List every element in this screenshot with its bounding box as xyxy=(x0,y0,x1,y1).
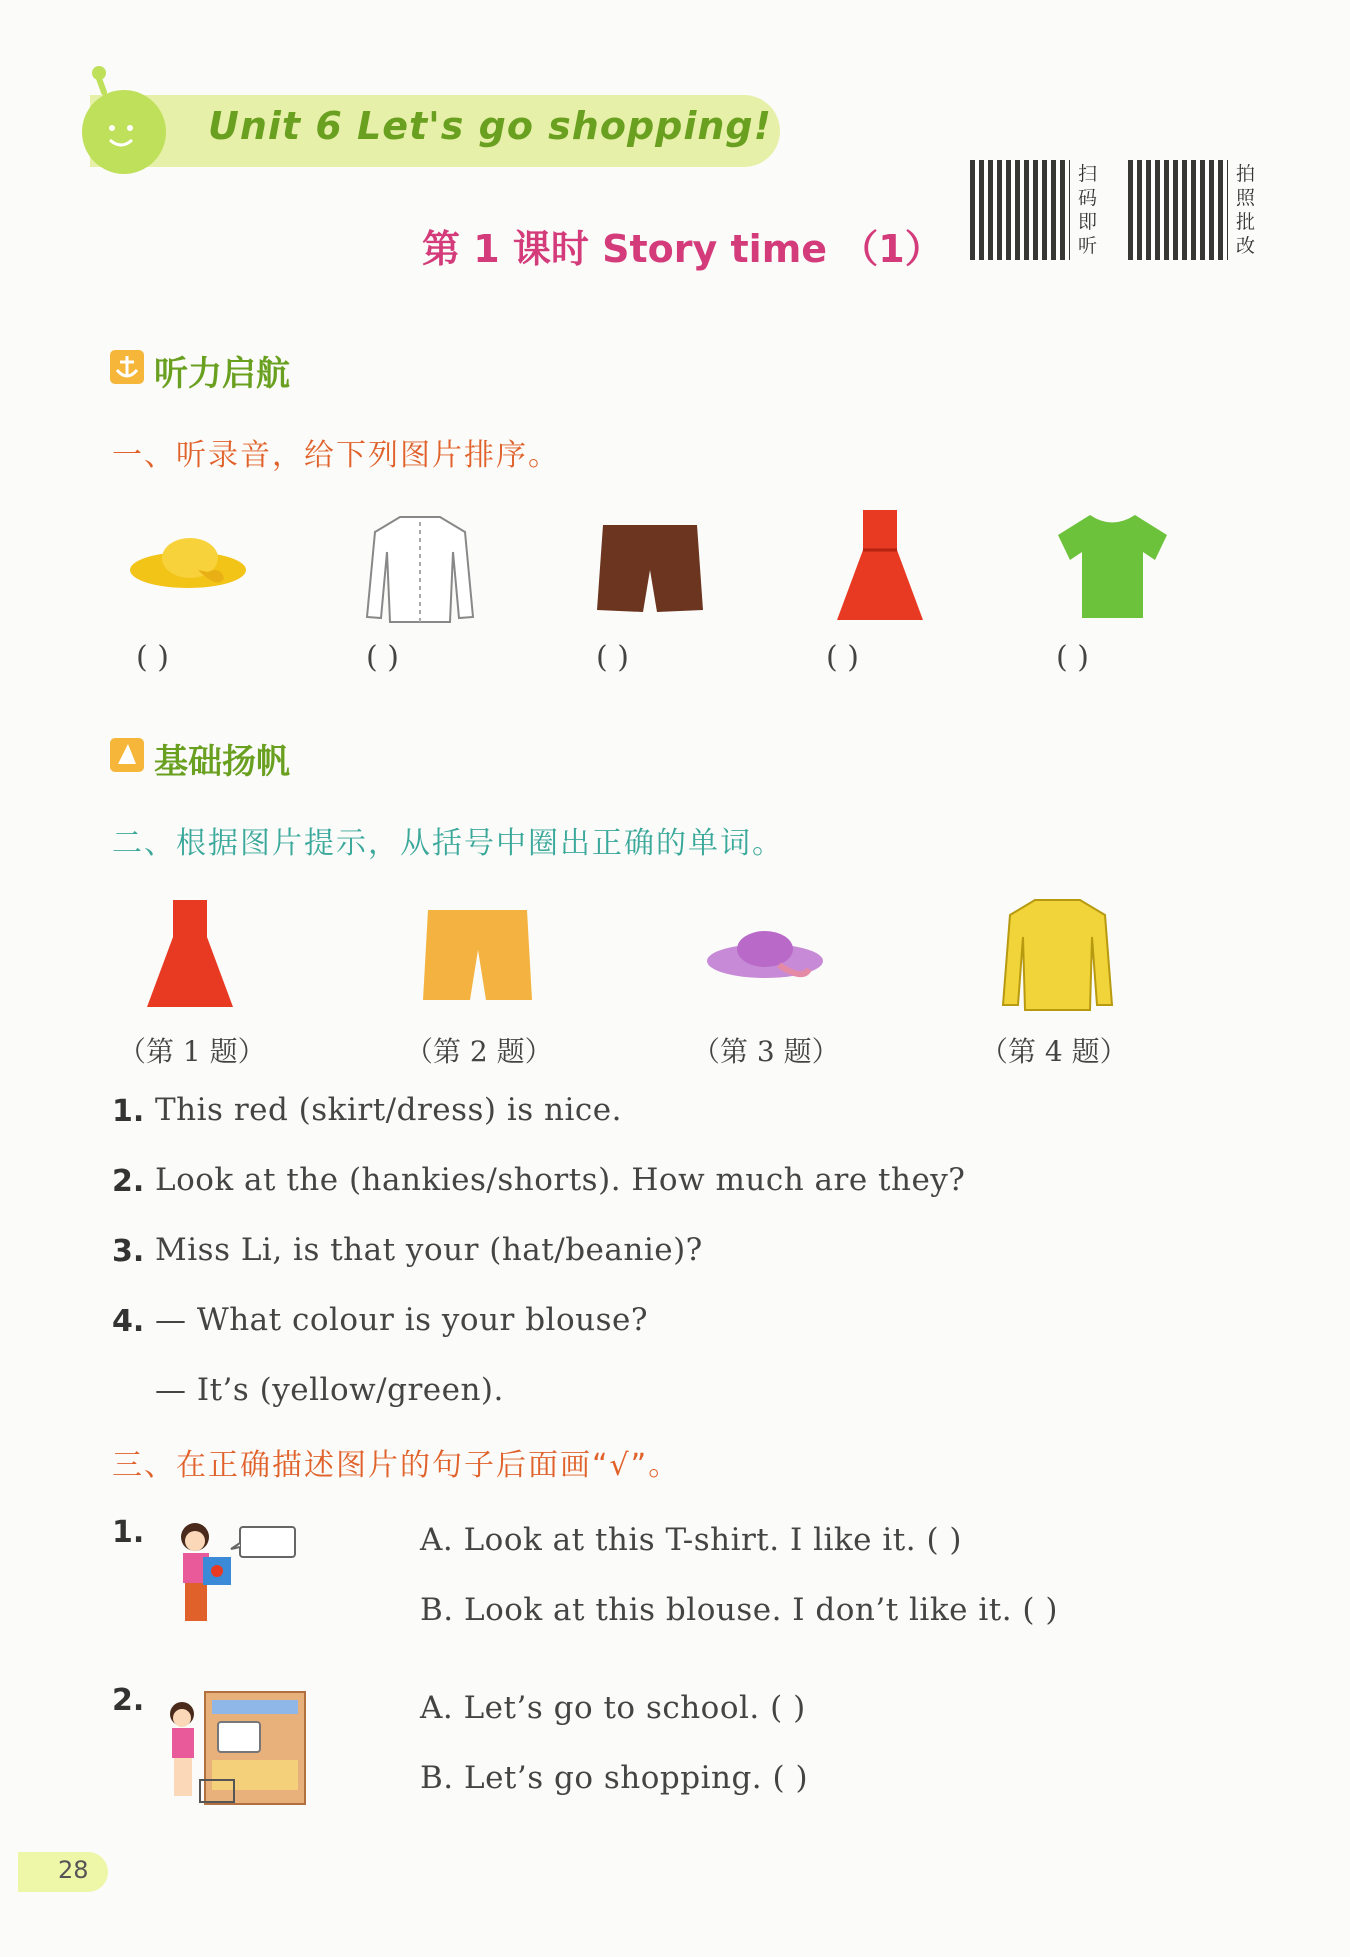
option-1a[interactable]: A. Look at this T-shirt. I like it. ( ) xyxy=(420,1522,963,1558)
shorts-brown-image xyxy=(595,520,705,615)
item-text[interactable]: — What colour is your blouse? xyxy=(155,1302,648,1338)
tshirt-green-image xyxy=(1055,510,1170,620)
shorts-yellow-image xyxy=(420,905,535,1005)
item-number: 2. xyxy=(112,1164,145,1199)
question-1-title: 一、听录音，给下列图片排序。 xyxy=(112,438,560,473)
caption-q3: （第 3 题） xyxy=(692,1035,840,1068)
answer-blank-4[interactable]: ( ) xyxy=(826,640,859,675)
caption-q4: （第 4 题） xyxy=(980,1035,1128,1068)
caption-q2: （第 2 题） xyxy=(405,1035,553,1068)
answer-blank-3[interactable]: ( ) xyxy=(596,640,629,675)
girl-at-shop-image xyxy=(160,1690,310,1815)
blouse-white-image xyxy=(365,512,475,627)
question-3-title: 三、在正确描述图片的句子后面画“√”。 xyxy=(112,1448,681,1483)
hat-purple-image xyxy=(705,925,830,1000)
lesson-title: 第 1 课时 Story time （1） xyxy=(422,227,943,271)
item-text[interactable]: This red (skirt/dress) is nice. xyxy=(155,1092,622,1128)
question-2-title: 二、根据图片提示，从括号中圈出正确的单词。 xyxy=(112,826,784,861)
blouse-yellow-image xyxy=(1000,895,1115,1013)
answer-blank-1[interactable]: ( ) xyxy=(136,640,169,675)
qr-code-listen-icon[interactable] xyxy=(970,160,1070,260)
anchor-icon xyxy=(110,350,144,384)
qr-code-correct-icon[interactable] xyxy=(1128,160,1228,260)
sail-icon xyxy=(110,738,144,772)
option-2a[interactable]: A. Let’s go to school. ( ) xyxy=(420,1690,806,1726)
section-heading-basics: 基础扬帆 xyxy=(154,742,290,782)
item-number: 4. xyxy=(112,1304,145,1339)
page-number: 28 xyxy=(58,1856,89,1884)
unit-title: Unit 6 Let's go shopping! xyxy=(208,104,772,148)
item-number: 3. xyxy=(112,1234,145,1269)
item-text[interactable]: Look at the (hankies/shorts). How much are they? xyxy=(155,1162,966,1198)
caption-q1: （第 1 题） xyxy=(118,1035,266,1068)
dress-red-image xyxy=(835,505,925,625)
group-number: 1. xyxy=(112,1515,145,1550)
option-1b[interactable]: B. Look at this blouse. I don’t like it. ( ) xyxy=(420,1592,1058,1628)
section-heading-listening: 听力启航 xyxy=(154,354,290,394)
item-text[interactable]: Miss Li, is that your (hat/beanie)? xyxy=(155,1232,703,1268)
mascot-antenna-dot xyxy=(92,66,106,80)
item-4-reply[interactable]: — It’s (yellow/green). xyxy=(155,1372,504,1408)
qr-listen-label: 扫码即听 xyxy=(1078,163,1098,257)
answer-blank-5[interactable]: ( ) xyxy=(1056,640,1089,675)
item-number: 1. xyxy=(112,1094,145,1129)
qr-correct-label: 拍照批改 xyxy=(1236,163,1256,257)
mascot-icon xyxy=(82,90,166,174)
option-2b[interactable]: B. Let’s go shopping. ( ) xyxy=(420,1760,809,1796)
answer-blank-2[interactable]: ( ) xyxy=(366,640,399,675)
girl-holding-tshirt-image xyxy=(165,1515,305,1640)
hat-yellow-image xyxy=(128,530,253,610)
group-number: 2. xyxy=(112,1683,145,1718)
dress-red-image-2 xyxy=(145,895,235,1013)
